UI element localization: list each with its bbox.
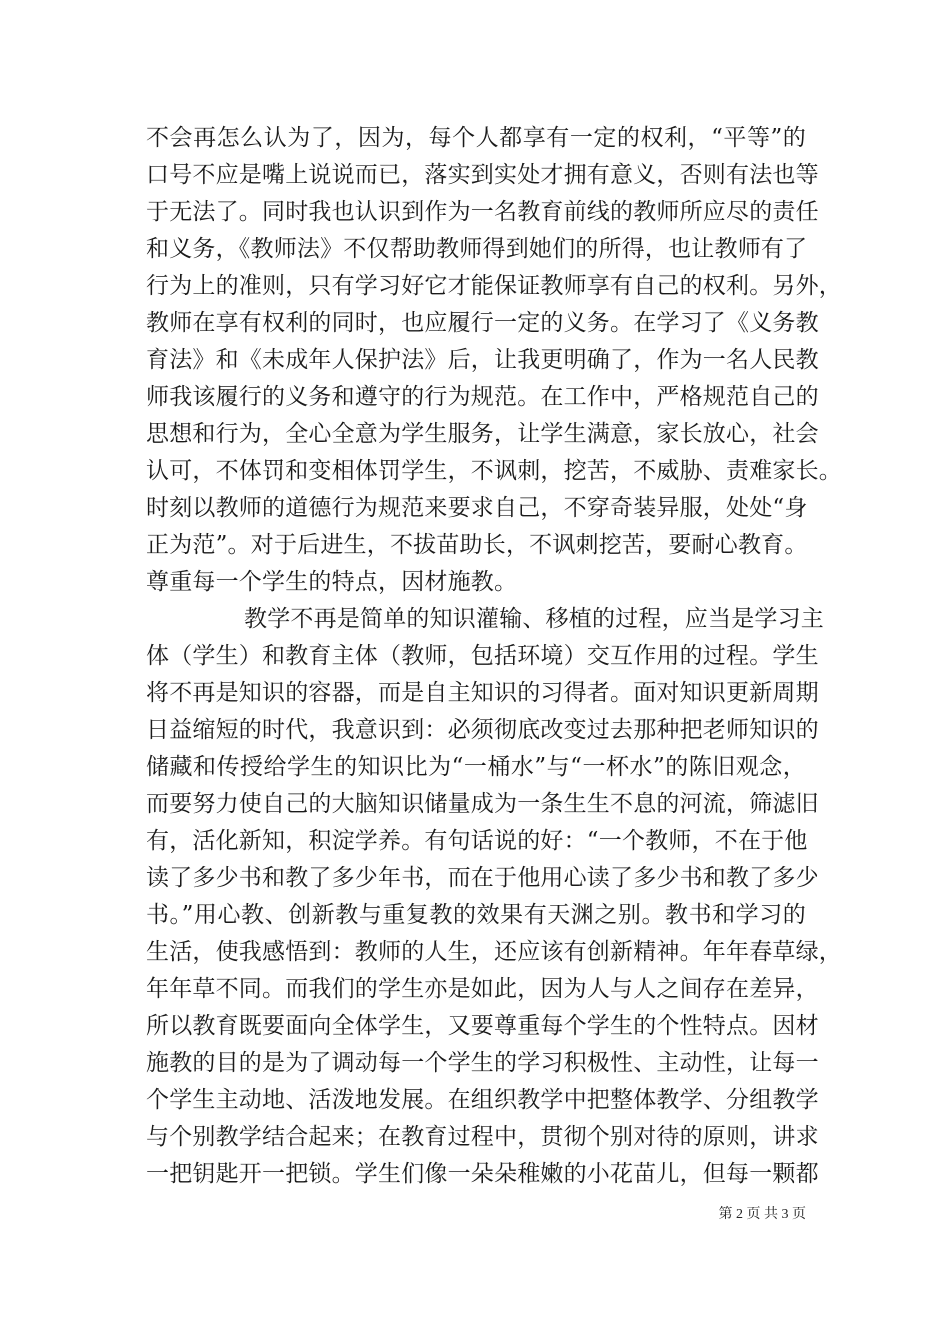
text-line: 不会再怎么认为了，因为，每个人都享有一定的权利，“平等”的 bbox=[146, 125, 806, 151]
text-line: 储藏和传授给学生的知识比为“一桶水”与“一杯水”的陈旧观念， bbox=[146, 754, 806, 780]
text-line: 育法》和《未成年人保护法》后，让我更明确了，作为一名人民教 bbox=[146, 347, 819, 373]
text-line: 将不再是知识的容器，而是自主知识的习得者。面对知识更新周期 bbox=[146, 680, 819, 706]
text-line: 行为上的准则，只有学习好它才能保证教师享有自己的权利。另外， bbox=[146, 273, 842, 299]
text-line: 和义务，《教师法》不仅帮助教师得到她们的所得，也让教师有了 bbox=[146, 236, 808, 262]
paragraph-start-line: 教学不再是简单的知识灌输、移植的过程，应当是学习主 bbox=[244, 606, 824, 632]
text-line: 教师在享有权利的同时，也应履行一定的义务。在学习了《义务教 bbox=[146, 310, 819, 336]
text-line: 书。”用心教、创新教与重复教的效果有天渊之别。教书和学习的 bbox=[146, 902, 806, 928]
text-line: 体（学生）和教育主体（教师，包括环境）交互作用的过程。学生 bbox=[146, 643, 819, 669]
text-line: 有，活化新知，积淀学养。有句话说的好：“一个教师，不在于他 bbox=[146, 828, 808, 854]
text-line: 个学生主动地、活泼地发展。在组织教学中把整体教学、分组教学 bbox=[146, 1087, 819, 1113]
text-line: 年年草不同。而我们的学生亦是如此，因为人与人之间存在差异， bbox=[146, 976, 819, 1002]
text-line: 一把钥匙开一把锁。学生们像一朵朵稚嫩的小花苗儿，但每一颗都 bbox=[146, 1161, 819, 1187]
text-line: 读了多少书和教了多少年书，而在于他用心读了多少书和教了多少 bbox=[146, 865, 819, 891]
text-line: 与个别教学结合起来；在教育过程中，贯彻个别对待的原则，讲求 bbox=[146, 1124, 819, 1150]
text-line: 所以教育既要面向全体学生，又要尊重每个学生的个性特点。因材 bbox=[146, 1013, 819, 1039]
text-line: 施教的目的是为了调动每一个学生的学习积极性、主动性，让每一 bbox=[146, 1050, 819, 1076]
text-line: 生活，使我感悟到：教师的人生，还应该有创新精神。年年春草绿， bbox=[146, 939, 842, 965]
text-line: 认可，不体罚和变相体罚学生，不讽刺，挖苦，不威胁、责难家长。 bbox=[146, 458, 842, 484]
text-line: 思想和行为，全心全意为学生服务，让学生满意，家长放心，社会 bbox=[146, 421, 819, 447]
text-line: 师我该履行的义务和遵守的行为规范。在工作中，严格规范自己的 bbox=[146, 384, 819, 410]
page-number: 第 2 页 共 3 页 bbox=[718, 1207, 806, 1222]
text-line: 口号不应是嘴上说说而已，落实到实处才拥有意义，否则有法也等 bbox=[146, 162, 819, 188]
text-line: 日益缩短的时代，我意识到：必须彻底改变过去那种把老师知识的 bbox=[146, 717, 819, 743]
body-text bbox=[146, 120, 842, 1193]
text-line: 时刻以教师的道德行为规范来要求自己，不穿奇装异服，处处“身 bbox=[146, 495, 808, 521]
paragraph-end-line: 尊重每一个学生的特点，因材施教。 bbox=[146, 569, 518, 595]
text-line: 正为范”。对于后进生，不拔苗助长，不讽刺挖苦，要耐心教育。 bbox=[146, 532, 808, 558]
text-line: 于无法了。同时我也认识到作为一名教育前线的教师所应尽的责任 bbox=[146, 199, 819, 225]
text-line: 而要努力使自己的大脑知识储量成为一条生生不息的河流，筛滤旧 bbox=[146, 791, 819, 817]
